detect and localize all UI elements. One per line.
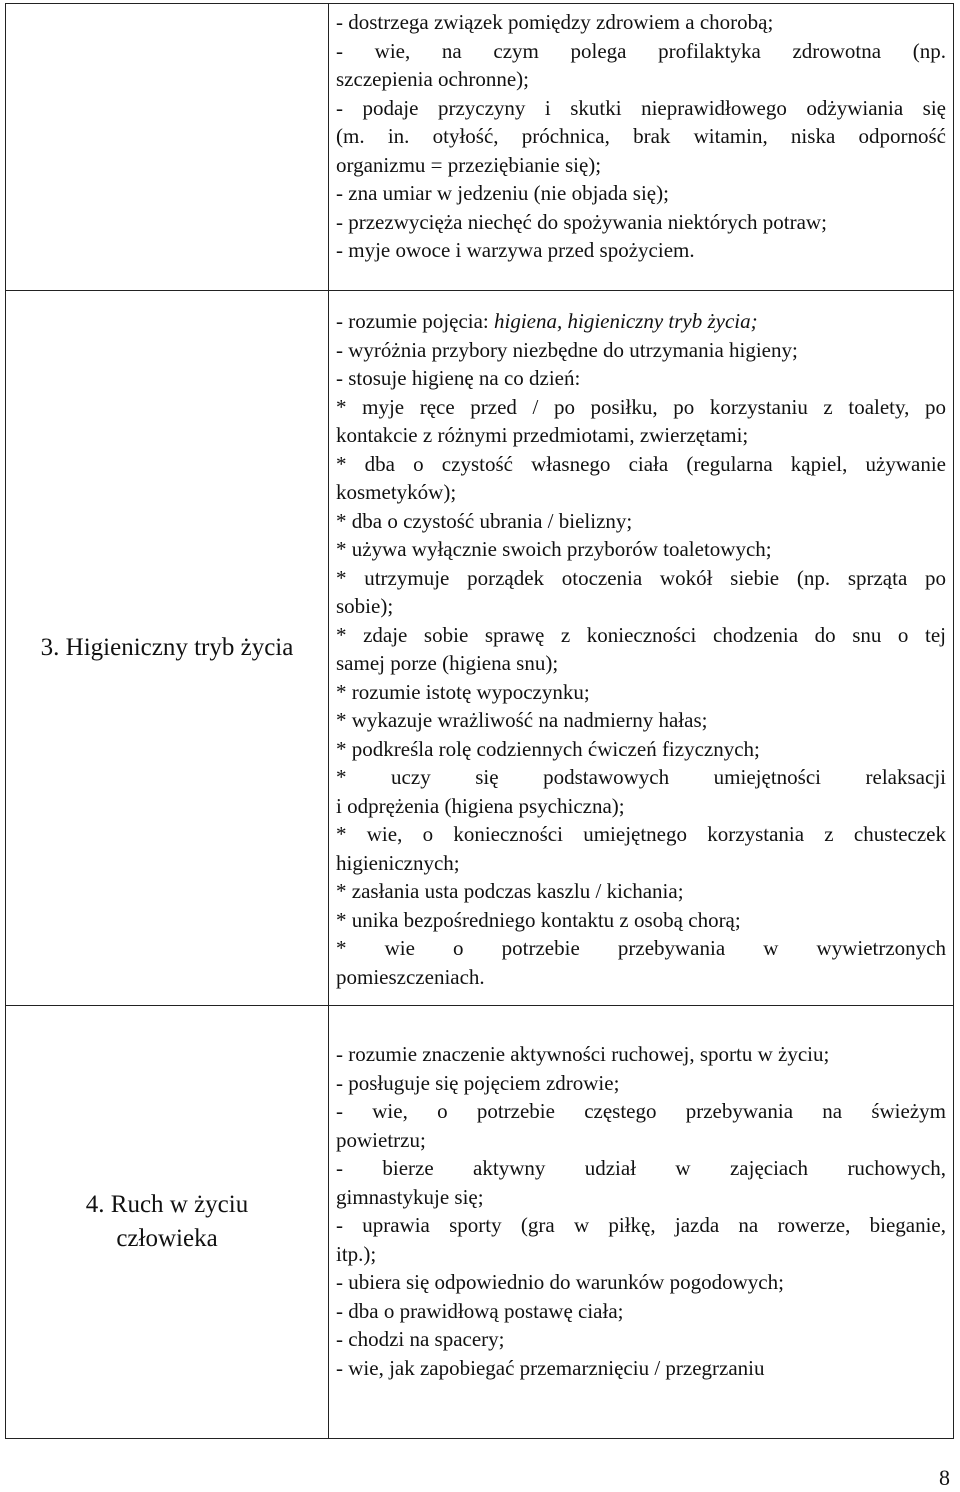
content-line [336, 1183, 946, 1212]
line-text: - wyróżnia przybory niezbędne do utrzymania higieny; [336, 337, 798, 362]
content-line [336, 364, 946, 393]
content-line [336, 820, 946, 849]
content-line [336, 208, 946, 237]
topic-cell-1 [6, 4, 329, 291]
line-text: * wie, o konieczności umiejętnego korzystania z chusteczek [336, 822, 946, 846]
line-text: - stosuje higienę na co dzień: [336, 366, 581, 390]
line-text: - rozumie znaczenie aktywności ruchowej, sportu w życiu; [336, 1042, 830, 1066]
line-text: - podaje przyczyny i skutki nieprawidłowego odżywiania się [336, 95, 946, 120]
line-text: sobie); [336, 594, 394, 618]
line-text: * zasłania usta podczas kaszlu / kichania; [336, 879, 684, 903]
line-text: * wie o potrzebie przebywania w wywietrzonych [336, 936, 946, 960]
content-line [336, 307, 946, 336]
topic-cell-2 [6, 291, 329, 1006]
line-text: higienicznych; [336, 850, 460, 875]
line-text: * dba o czystość własnego ciała (regularna kąpiel, używanie [336, 451, 946, 476]
content-line [336, 421, 946, 450]
line-text: * zdaje sobie sprawę z konieczności chodzenia do snu o tej [336, 622, 946, 647]
content-line [336, 151, 946, 180]
line-text: - wie, na czym polega profilaktyka zdrowotna (np. [336, 38, 946, 63]
line-text: - posługuje się pojęciem zdrowie; [336, 1070, 620, 1095]
content-line [336, 678, 946, 707]
line-text: powietrzu; [336, 1127, 426, 1152]
content-line [336, 1069, 946, 1098]
line-text: gimnastykuje się; [336, 1184, 484, 1209]
table-row [6, 291, 954, 1006]
line-text: * unika bezpośredniego kontaktu z osobą chorą; [336, 907, 741, 932]
line-text: * używa wyłącznie swoich przyborów toaletowych; [336, 537, 772, 561]
content-lines [336, 1010, 946, 1382]
line-text: * rozumie istotę wypoczynku; [336, 679, 590, 704]
line-text: * dba o czystość ubrania / bielizny; [336, 508, 633, 533]
content-line [336, 393, 946, 422]
content-lines [336, 301, 946, 991]
content-line [336, 763, 946, 792]
table-row [6, 4, 954, 291]
curriculum-table [5, 3, 954, 1439]
line-text: itp.); [336, 1241, 377, 1266]
line-text: kosmetyków); [336, 480, 457, 504]
content-line [336, 963, 946, 992]
content-cell-3 [329, 1006, 954, 1439]
content-line [336, 1325, 946, 1354]
line-text: (m. in. otyłość, próchnica, brak witamin, niska odporność [336, 124, 946, 148]
content-line [336, 849, 946, 878]
line-text: szczepienia ochronne); [336, 67, 529, 91]
line-text: - wie, jak zapobiegać przemarznięciu / przegrzaniu [336, 1355, 765, 1380]
content-line [336, 1097, 946, 1126]
line-text: - zna umiar w jedzeniu (nie objada się); [336, 181, 669, 205]
content-line [336, 1297, 946, 1326]
line-text: i odprężenia (higiena psychiczna); [336, 793, 625, 818]
content-line [336, 1354, 946, 1383]
content-line [336, 507, 946, 536]
topic-label [6, 4, 328, 290]
content-line [336, 1240, 946, 1269]
content-line [336, 65, 946, 94]
content-line [336, 1040, 946, 1069]
line-text: * myje ręce przed / po posiłku, po korzystaniu z toalety, po [336, 394, 946, 419]
line-text: * uczy się podstawowych umiejętności relaksacji [336, 765, 946, 789]
line-text: - myje owoce i warzywa przed spożyciem. [336, 238, 695, 262]
line-text: samej porze (higiena snu); [336, 651, 559, 675]
content-line [336, 336, 946, 365]
content-line [336, 906, 946, 935]
page-number: 8 [939, 1465, 950, 1490]
line-text: - wie, o potrzebie częstego przebywania na świeżym [336, 1099, 946, 1123]
line-text: * podkreśla rolę codziennych ćwiczeń fizycznych; [336, 736, 760, 761]
line-text: * wykazuje wrażliwość na nadmierny hałas; [336, 708, 708, 732]
content-line [336, 934, 946, 963]
line-text: - ubiera się odpowiednio do warunków pogodowych; [336, 1270, 784, 1294]
line-text: - rozumie pojęcia: [336, 309, 495, 333]
content-line [336, 450, 946, 479]
content-line [336, 37, 946, 66]
line-text: - dostrzega związek pomiędzy zdrowiem a chorobą; [336, 10, 774, 34]
italic-term: higiena, higieniczny tryb życia; [494, 309, 758, 333]
line-text: organizmu = przeziębianie się); [336, 152, 602, 177]
content-line [336, 649, 946, 678]
line-text: - przezwycięża niechęć do spożywania niektórych potraw; [336, 209, 827, 234]
table-row [6, 1006, 954, 1439]
content-line [336, 535, 946, 564]
line-text: pomieszczeniach. [336, 964, 485, 989]
topic-cell-3 [6, 1006, 329, 1439]
content-line [336, 478, 946, 507]
line-text: * utrzymuje porządek otoczenia wokół siebie (np. sprząta po [336, 565, 946, 590]
content-line [336, 94, 946, 123]
content-line [336, 1154, 946, 1183]
line-text: - dba o prawidłową postawę ciała; [336, 1298, 624, 1323]
content-line [336, 8, 946, 37]
content-line [336, 792, 946, 821]
content-line [336, 1268, 946, 1297]
line-text: - uprawia sporty (gra w piłkę, jazda na rowerze, bieganie, [336, 1213, 946, 1237]
topic-label: 4. Ruch w życiu człowieka [85, 1191, 249, 1252]
content-line [336, 564, 946, 593]
content-line [336, 592, 946, 621]
content-lines [336, 8, 946, 265]
content-line [336, 122, 946, 151]
content-line [336, 706, 946, 735]
content-line [336, 1126, 946, 1155]
content-line [336, 236, 946, 265]
content-line [336, 877, 946, 906]
content-line [336, 735, 946, 764]
content-cell-2 [329, 291, 954, 1006]
line-text: kontakcie z różnymi przedmiotami, zwierzętami; [336, 423, 749, 447]
content-cell-1 [329, 4, 954, 291]
content-line [336, 179, 946, 208]
content-line [336, 621, 946, 650]
line-text: - chodzi na spacery; [336, 1327, 505, 1351]
topic-label: 3. Higieniczny tryb życia [40, 634, 294, 661]
line-text: - bierze aktywny udział w zajęciach ruchowych, [336, 1156, 946, 1180]
content-line [336, 1211, 946, 1240]
